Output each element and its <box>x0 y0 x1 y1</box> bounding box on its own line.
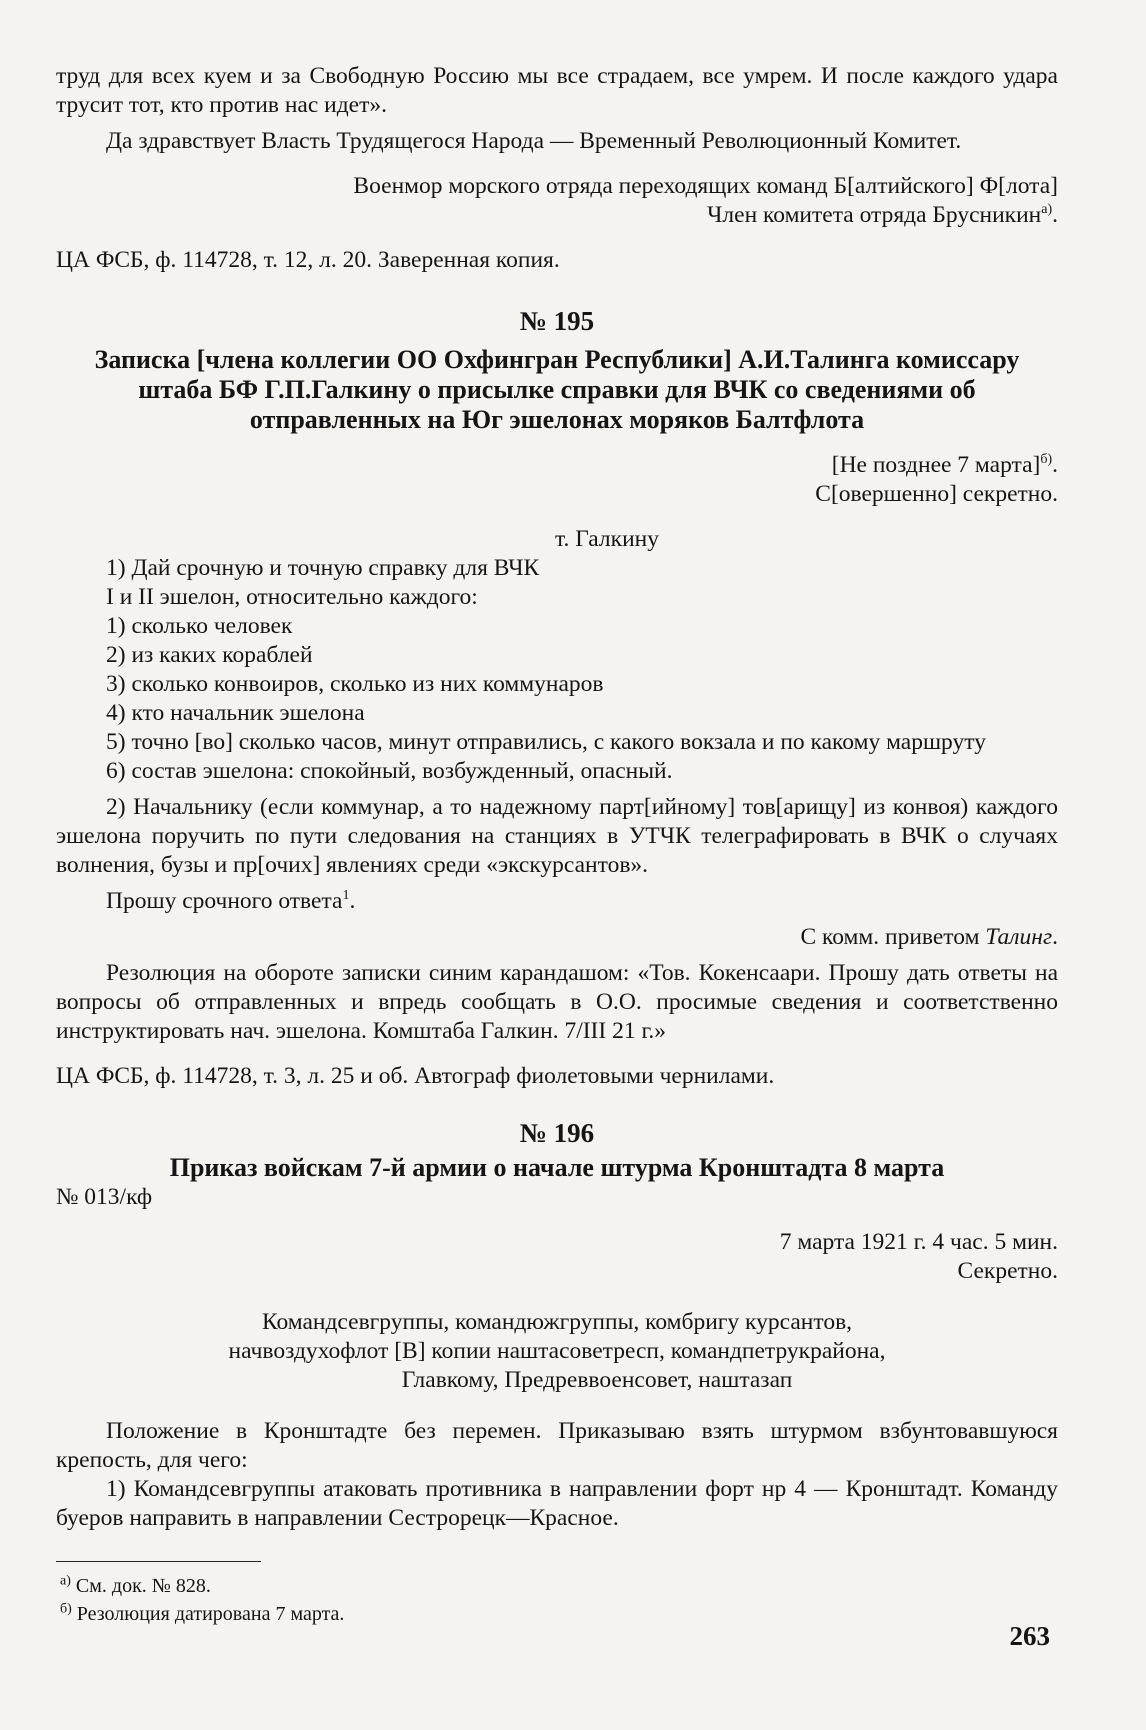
page-number: 263 <box>1009 1621 1050 1651</box>
doc-196-addressees-line-2: начвоздухофлот [В] копии наштасоветресп, командпетрукрайона, <box>228 1338 886 1364</box>
doc-195-addressee: т. Галкину <box>555 526 659 552</box>
intro-paragraph-1: труд для всех куем и за Свободную Россию мы все страдаем, все умрем. И после каждого удара трусит тот, кто против нас идет». <box>56 63 1058 118</box>
doc-195-echelons: I и II эшелон, относительно каждого: <box>106 584 478 610</box>
footnote-divider <box>56 1561 261 1562</box>
intro-signature-line-2: Член комитета отряда Брусникин$^{а)}$. <box>707 202 1058 228</box>
doc-196-order-number: № 013/кф <box>56 1184 153 1210</box>
doc-195-signature: С комм. приветом Талинг. <box>800 924 1058 950</box>
doc-196-addressees-line-1: Командсевгруппы, командюжгруппы, комбригу курсантов, <box>261 1309 853 1335</box>
intro-paragraph-2: Да здравствует Власть Трудящегося Народа — Временный Революционный Комитет. <box>106 128 962 154</box>
list-item: 4) кто начальник эшелона <box>106 700 365 726</box>
footnote-ref-a: а) <box>1041 202 1053 218</box>
footnote-ref-b: б) <box>1040 452 1053 468</box>
footnote-ref-1: 1 <box>342 888 350 904</box>
doc-195-source: ЦА ФСБ, ф. 114728, т. 3, л. 25 и об. Автограф фиолетовыми чернилами. <box>56 1063 775 1089</box>
doc-195-number: № 195 <box>519 306 595 336</box>
list-item: 3) сколько конвоиров, сколько из них коммунаров <box>106 671 604 697</box>
footnote-item: $^{б)}$ Резолюция датирована 7 марта. <box>60 1601 345 1625</box>
intro-signature-line-1: Военмор морского отряда переходящих команд Б[алтийского] Ф[лота] <box>353 173 1058 199</box>
doc-195-point-2: 2) Начальнику (если коммунар, а то надежному парт[ийному] тов[арищу] из конвоя) каждого эшелона поручить по пути следования на станциях в УТЧК телеграфировать в ВЧК о случаях волнения, бузы и пр[очих] явлениях среди «экскурсантов». <box>56 794 1058 878</box>
doc-195-secrecy: С[овершенно] секретно. <box>815 481 1058 507</box>
doc-195-resolution: Резолюция на обороте записки синим карандашом: «Тов. Кокенсаари. Прошу дать ответы на вопросы об отправленных и впредь сообщать в О.О. просимые сведения и соответственно инструктировать нач. эшелона. Комштаба Галкин. 7/III 21 г.» <box>56 960 1058 1044</box>
doc-195-title: Записка [члена коллегии ОО Охфингран Республики] А.И.Талинга комиссару штаба БФ Г.П.Галкину о присылке справки для ВЧК со сведениями об отправленных на Юг эшелонах моряков Балтфлота <box>94 345 1020 434</box>
footnote-item: $^{а)}$ См. док. № 828. <box>60 1573 211 1597</box>
intro-source: ЦА ФСБ, ф. 114728, т. 12, л. 20. Заверенная копия. <box>56 247 560 273</box>
doc-196-datetime: 7 марта 1921 г. 4 час. 5 мин. <box>779 1229 1058 1255</box>
doc-196-number: № 196 <box>519 1118 595 1148</box>
doc-195-point-1: 1) Дай срочную и точную справку для ВЧК <box>106 555 540 581</box>
doc-196-paragraph-1: Положение в Кронштадте без перемен. Приказываю взять штурмом взбунтовавшуюся крепость, для чего: <box>56 1418 1058 1473</box>
list-item: 2) из каких кораблей <box>106 642 313 668</box>
list-item: 6) состав эшелона: спокойный, возбужденный, опасный. <box>106 758 673 784</box>
doc-196-title: Приказ войскам 7-й армии о начале штурма Кронштадта 8 марта <box>169 1153 945 1182</box>
doc-196-secrecy: Секретно. <box>957 1258 1058 1284</box>
doc-195-request: Прошу срочного ответа$^1$. <box>106 888 356 914</box>
signer-name: Талинг <box>985 924 1053 950</box>
doc-195-date: [Не позднее 7 марта]$^{б)}$. <box>831 452 1058 478</box>
list-item: 5) точно [во] сколько часов, минут отправились, с какого вокзала и по какому маршруту <box>106 729 986 755</box>
doc-196-paragraph-2: 1) Командсевгруппы атаковать противника в направлении форт нр 4 — Кронштадт. Команду буеров направить в направлении Сестрорецк—Красное. <box>56 1476 1058 1531</box>
doc-196-addressees-line-3: Главкому, Предреввоенсовет, наштазап <box>401 1367 793 1393</box>
list-item: 1) сколько человек <box>106 613 293 639</box>
